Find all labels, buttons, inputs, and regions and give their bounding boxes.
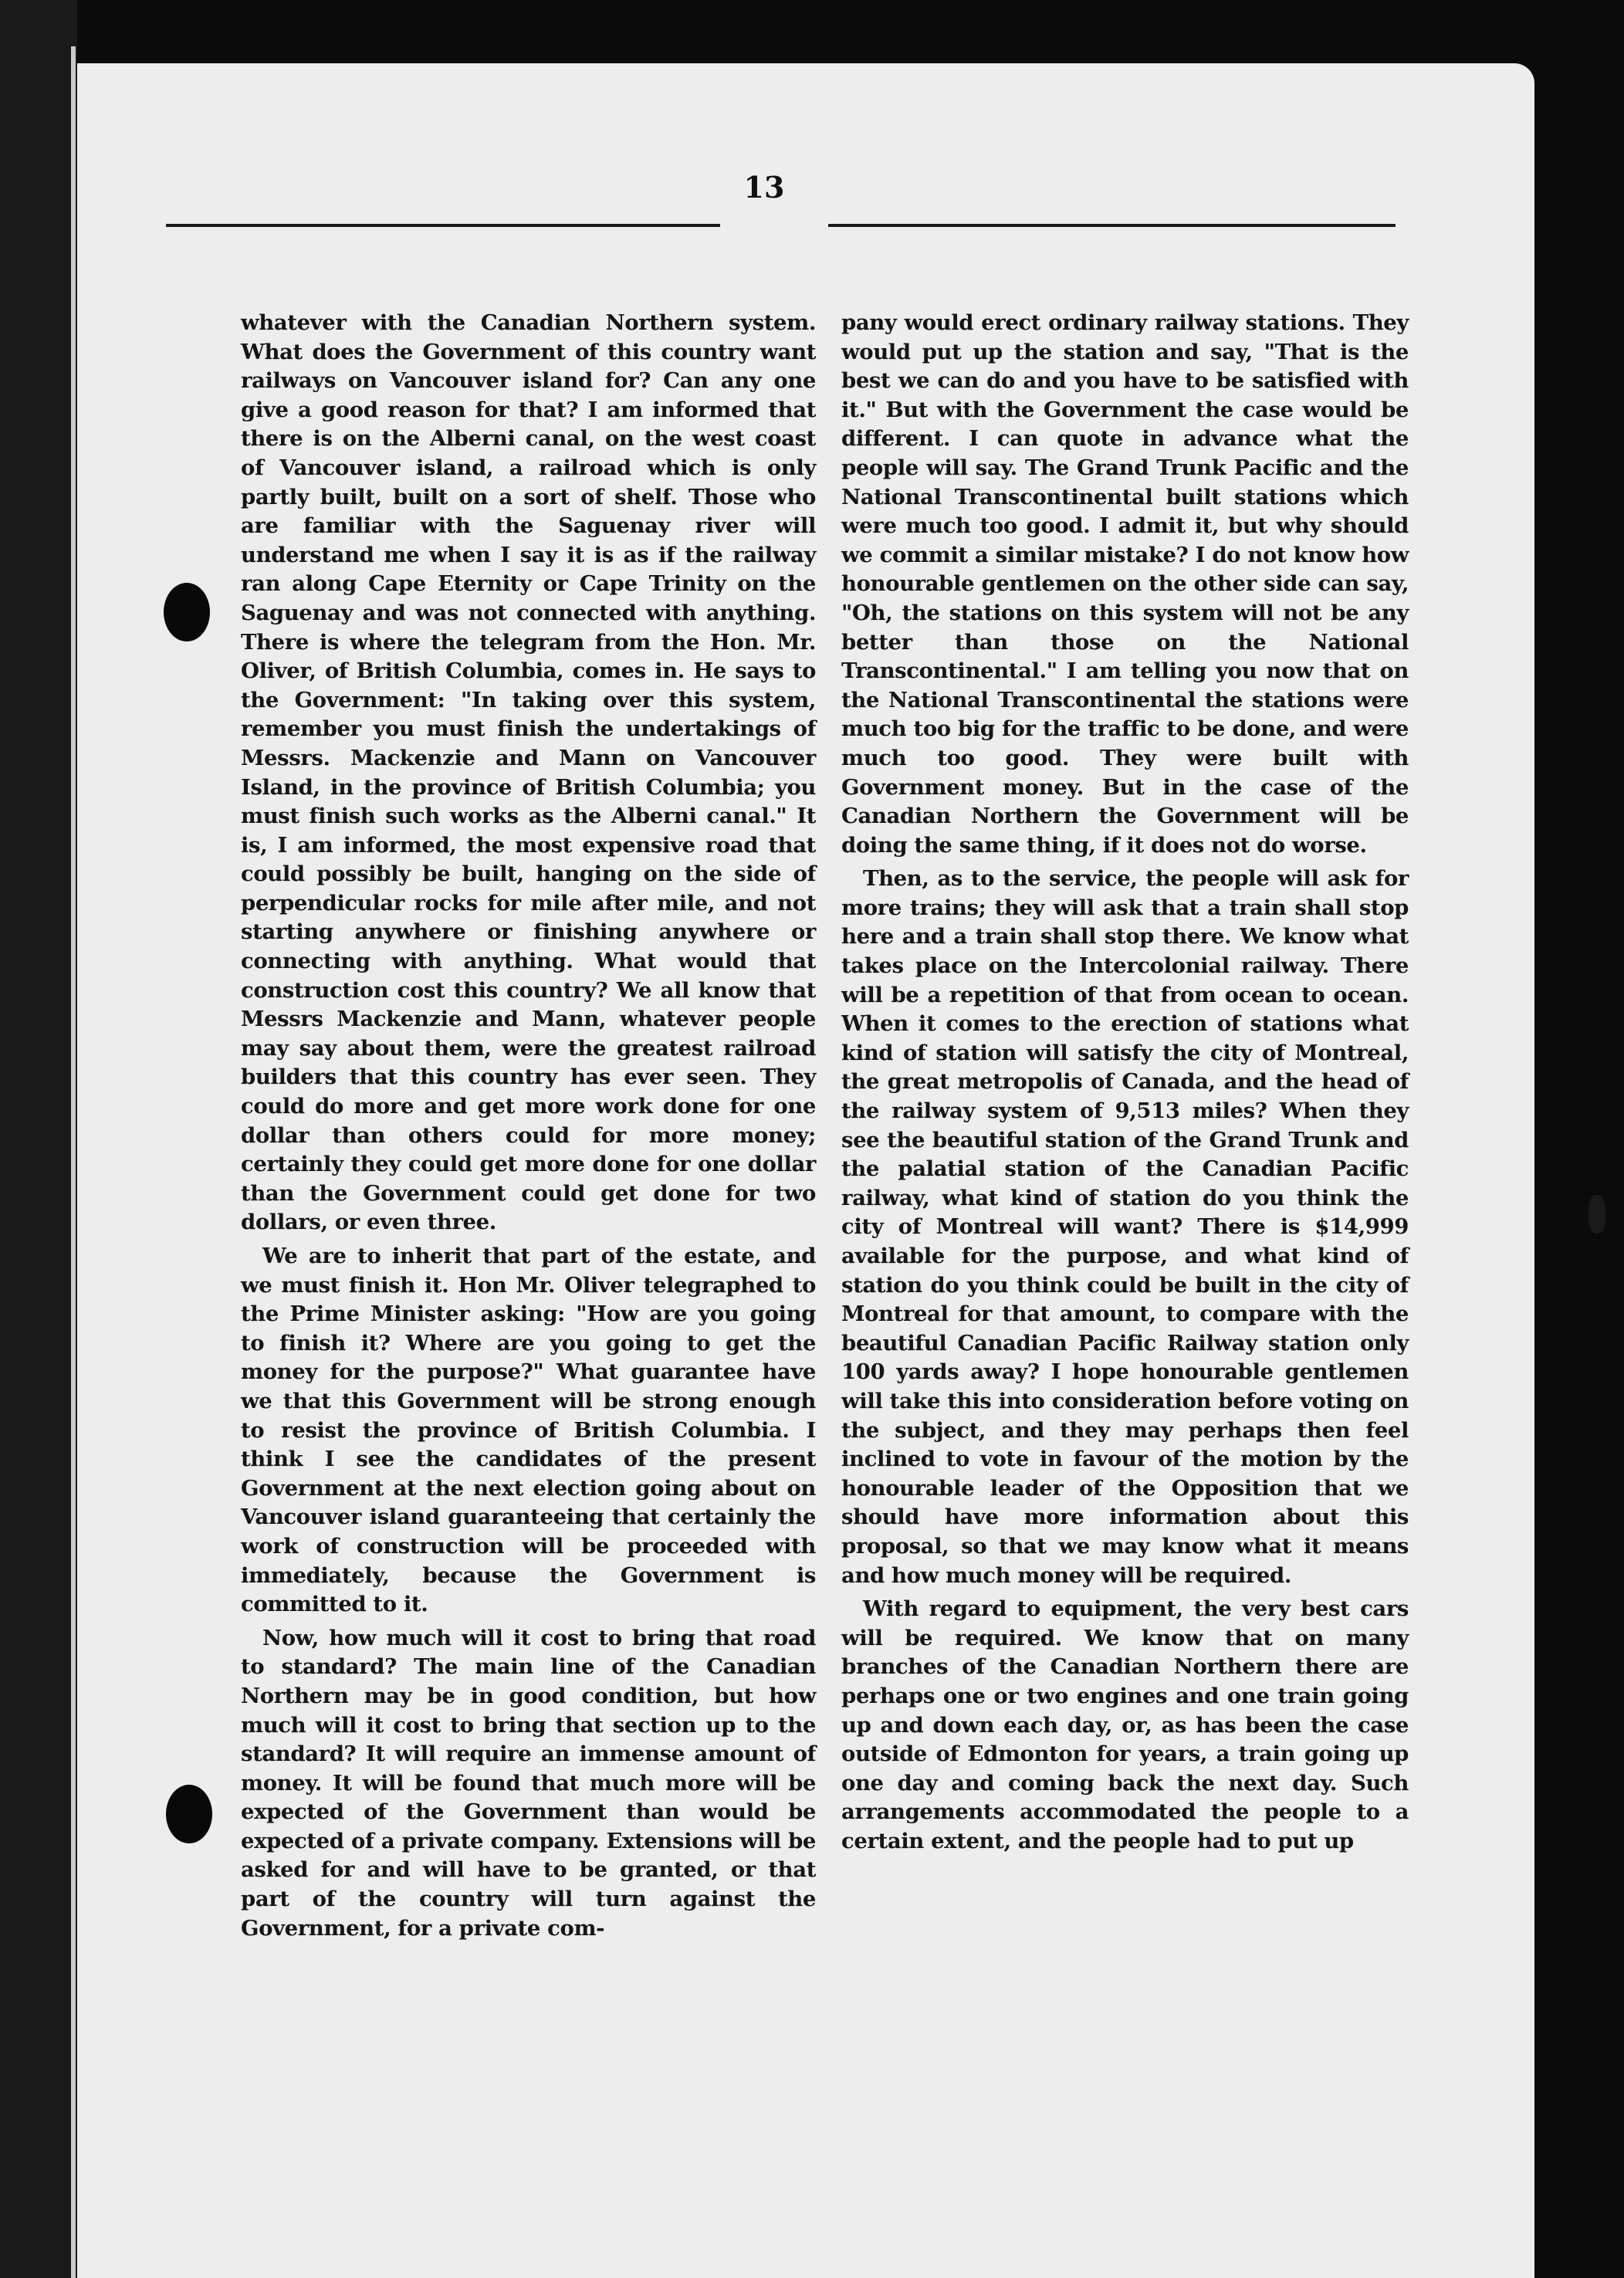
adjacent-page-edge: [0, 0, 77, 2278]
paragraph: With regard to equipment, the very best cars will be required. We know that on many branches of the Canadian Northern there are perhaps one or two engines and one train going up and down each day, or, as has been the case outside of Edmonton for years, a train going up one day and coming back the next day. Such arrangements accommodated the people to a certain extent, and the people had to put up: [841, 1596, 1409, 1853]
header-rule-left: [166, 224, 720, 227]
paragraph: Then, as to the service, the people will ask for more trains; they will ask that a train shall stop here and a train shall stop there. We know what takes place on the Intercolonial railway. There will be a repetition of that from ocean to ocean. When it comes to the erection of stations what kind of station will satisfy the city of Montreal, the great metropolis of Canada, and the head of the railway system of 9,513 miles? When they see the beautiful station of the Grand Trunk and the palatial station of the Canadian Pacific railway, what kind of station do you think the city of Montreal will want? There is $14,999 available for the purpose, and what kind of station do you think could be built in the city of Montreal for that amount, to compare with the beautiful Canadian Pacific Railway station only 100 yards away? I hope honourable gentlemen will take this into consideration before voting on the subject, and they may perhaps then feel inclined to vote in favour of the motion by the honourable leader of the Opposition that we should have more information about this proposal, so that we may know what it means and how much money will be required.: [841, 866, 1409, 1588]
page-number: 13: [743, 170, 785, 205]
paper-speck: [1588, 1195, 1605, 1234]
page-edge-line: [71, 46, 76, 2278]
text-column-left: [241, 309, 816, 1943]
text-column-right: [841, 309, 1409, 1856]
punch-hole: [166, 1785, 212, 1843]
paragraph: Now, how much will it cost to bring that road to standard? The main line of the Canadian Northern may be in good condition, but how much will it cost to bring that section up to the standard? It will require an immense amount of money. It will be found that much more will be expected of the Government than would be expected of a private company. Extensions will be asked for and will have to be granted, or that part of the country will turn against the Government, for a private com-: [241, 1625, 816, 1941]
punch-hole: [164, 583, 210, 641]
header-rule-right: [828, 224, 1396, 227]
paragraph: We are to inherit that part of the estate, and we must finish it. Hon Mr. Oliver telegraphed to the Prime Minister asking: "How are you going to finish it? Where are you going to get the money for the purpose?" What guarantee have we that this Government will be strong enough to resist the province of British Columbia. I think I see the candidates of the present Government at the next election going about on Vancouver island guaranteeing that certainly the work of construction will be proceeded with immediately, because the Government is committed to it.: [241, 1244, 816, 1617]
paragraph: pany would erect ordinary railway stations. They would put up the station and say, "That is the best we can do and you have to be satisfied with it." But with the Government the case would be different. I can quote in advance what the people will say. The Grand Trunk Pacific and the National Transcontinental built stations which were much too good. I admit it, but why should we commit a similar mistake? I do not know how honourable gentlemen on the other side can say, "Oh, the stations on this system will not be any better than those on the National Transcontinental." I am telling you now that on the National Transcontinental the stations were much too big for the traffic to be done, and were much too good. They were built with Government money. But in the case of the Canadian Northern the Government will be doing the same thing, if it does not do worse.: [841, 310, 1409, 858]
paragraph: whatever with the Canadian Northern system. What does the Government of this country want railways on Vancouver island for? Can any one give a good reason for that? I am informed that there is on the Alberni canal, on the west coast of Vancouver island, a railroad which is only partly built, built on a sort of shelf. Those who are familiar with the Saguenay river will understand me when I say it is as if the railway ran along Cape Eternity or Cape Trinity on the Saguenay and was not connected with anything. There is where the telegram from the Hon. Mr. Oliver, of British Columbia, comes in. He says to the Government: "In taking over this system, remember you must finish the undertakings of Messrs. Mackenzie and Mann on Vancouver Island, in the province of British Columbia; you must finish such works as the Alberni canal." It is, I am informed, the most expensive road that could possibly be built, hanging on the side of perpendicular rocks for mile after mile, and not starting anywhere or finishing anywhere or connecting with anything. What would that construction cost this country? We all know that Messrs Mackenzie and Mann, whatever people may say about them, were the greatest railroad builders that this country has ever seen. They could do more and get more work done for one dollar than others could for more money; certainly they could get more done for one dollar than the Government could get done for two dollars, or even three.: [241, 310, 816, 1235]
